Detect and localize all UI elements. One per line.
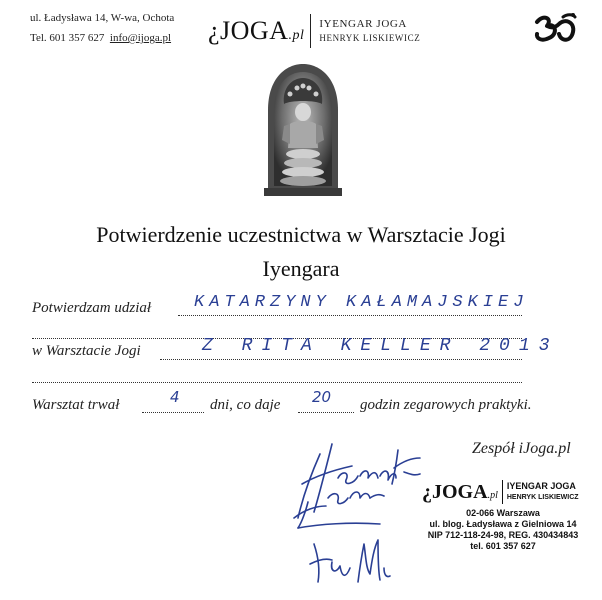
logo-subtitle [319, 17, 420, 45]
participant-name-handwritten: KATARZYNY KAŁAMAJSKIEJ [194, 293, 529, 312]
patanjali-statue-image [260, 60, 346, 198]
stamp-divider [502, 480, 503, 504]
email-link[interactable]: info@ijoga.pl [109, 32, 172, 44]
title-line1: Potwierdzenie uczestnictwa w Warsztacie Jogi [96, 222, 506, 247]
participation-label: Potwierdzam udział [32, 300, 152, 316]
stamp-details [414, 508, 592, 552]
participant-dotted-line [178, 315, 522, 316]
days-value-handwritten: 4 [170, 388, 180, 406]
logo-divider [310, 14, 311, 48]
stamp-phone: tel. 601 357 627 [470, 541, 536, 551]
workshop-dotted-line [160, 359, 522, 360]
stamp-logo-main: ¿JOGA [422, 480, 488, 503]
stamp-wordmark [422, 481, 498, 504]
address-block [30, 8, 174, 48]
team-signature-label: Zespół iJoga.pl [472, 440, 571, 457]
days-dotted-line [142, 412, 204, 413]
workshop-value-handwritten: Z RITA KELLER 2013 [202, 336, 559, 356]
stamp-postcode: 02-066 Warszawa [466, 508, 540, 518]
company-stamp [422, 480, 592, 552]
stamp-sub-line1: IYENGAR JOGA [506, 481, 576, 491]
logo-main-text: ¿JOGA [208, 16, 289, 45]
handwritten-signature-image [280, 432, 430, 592]
stamp-street: ul. blog. Ładysława z Gielniowa 14 [429, 519, 577, 529]
stamp-logo-pl: .pl [487, 489, 498, 501]
stamp-sub-line2: HENRYK LISKIEWICZ [506, 494, 579, 501]
hours-text: godzin zegarowych praktyki. [360, 397, 532, 413]
title-line2: Iyengara [262, 256, 340, 281]
hours-value-handwritten: 20 [312, 388, 332, 406]
hours-dotted-line [298, 412, 354, 413]
document-title [0, 218, 602, 286]
logo-pl-text: .pl [288, 28, 305, 43]
stamp-subtitle [507, 481, 579, 503]
stamp-logo [422, 480, 592, 504]
duration-label: Warsztat trwał [32, 397, 120, 413]
logo-sub-line2: HENRYK LISKIEWICZ [319, 33, 421, 43]
logo-wordmark [208, 16, 304, 46]
address-line: ul. Ładysława 14, W-wa, Ochota [30, 12, 175, 24]
contact-line [30, 28, 174, 48]
om-symbol-icon [533, 12, 579, 48]
phone-text: Tel. 601 357 627 [30, 32, 105, 44]
stamp-nip: NIP 712-118-24-98, REG. 430434843 [427, 530, 579, 540]
ijoga-logo [208, 14, 420, 48]
days-text: dni, co daje [210, 397, 281, 413]
logo-sub-line1: IYENGAR JOGA [319, 18, 407, 30]
spacer-dotted-line-2 [32, 382, 522, 383]
workshop-label: w Warsztacie Jogi [32, 343, 141, 359]
